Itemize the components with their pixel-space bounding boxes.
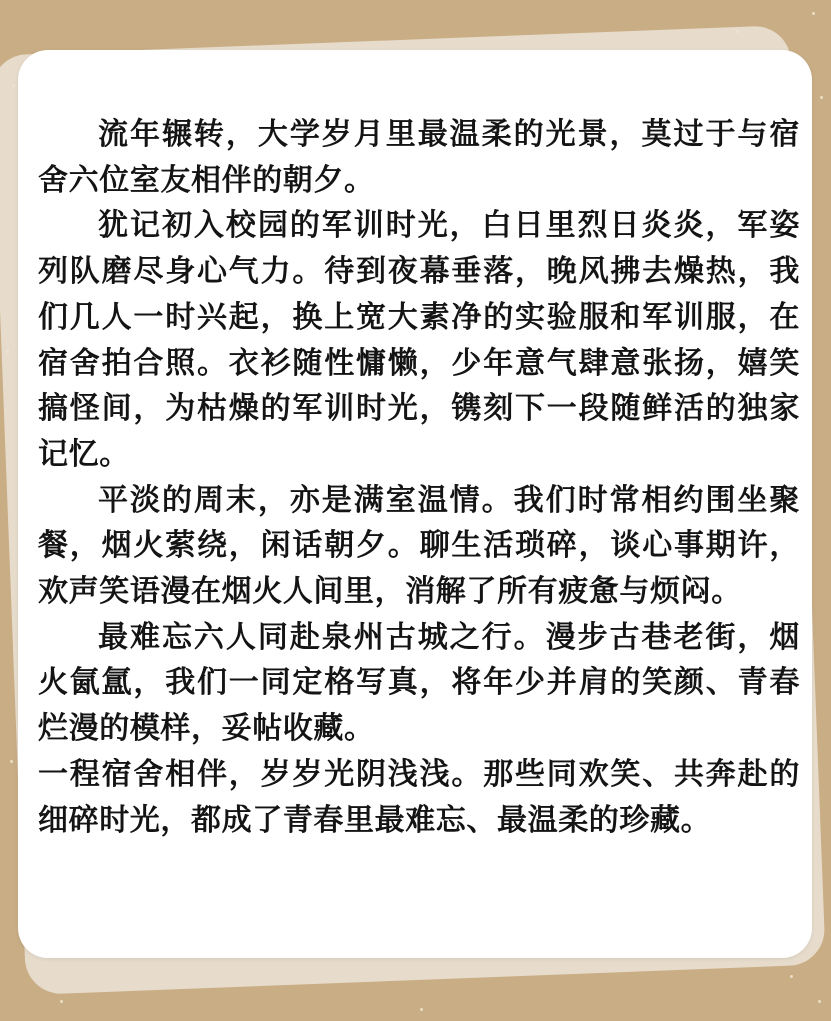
background-speck [10,760,13,763]
paragraph-4: 最难忘六人同赴泉州古城之行。漫步古巷老街，烟火氤氲，我们一同定格写真，将年少并肩的笑颜、青春烂漫的模样，妥帖收藏。 [38,619,800,747]
background-speck [420,1008,423,1011]
paragraph-1: 流年辗转，大学岁月里最温柔的光景，莫过于与宿舍六位室友相伴的朝夕。 [38,117,800,198]
background-speck [812,12,815,15]
paragraph-5: 一程宿舍相伴，岁岁光阴浅浅。那些同欢笑、共奔赴的细碎时光，都成了青春里最难忘、最温柔的珍藏。 [38,756,800,838]
paragraph-2: 犹记初入校园的军训时光，白日里烈日炎炎，军姿列队磨尽身心气力。待到夜幕垂落，晚风拂去燥热，我们几人一时兴起，换上宽大素净的实验服和军训服，在宿舍拍合照。衣衫随性慵懒，少年意气肆意张扬，嬉笑搞怪间，为枯燥的军训时光，镌刻下一段随鲜活的独家记忆。 [38,208,800,472]
background-speck [790,975,793,978]
article-body [38,112,800,843]
background-speck [60,1000,63,1003]
background-speck [818,1000,821,1003]
paragraph-3: 平淡的周末，亦是满室温情。我们时常相约围坐聚餐，烟火萦绕，闲话朝夕。聊生活琐碎，谈心事期许，欢声笑语漫在烟火人间里，消解了所有疲惫与烦闷。 [38,482,800,610]
background-speck [820,96,823,99]
